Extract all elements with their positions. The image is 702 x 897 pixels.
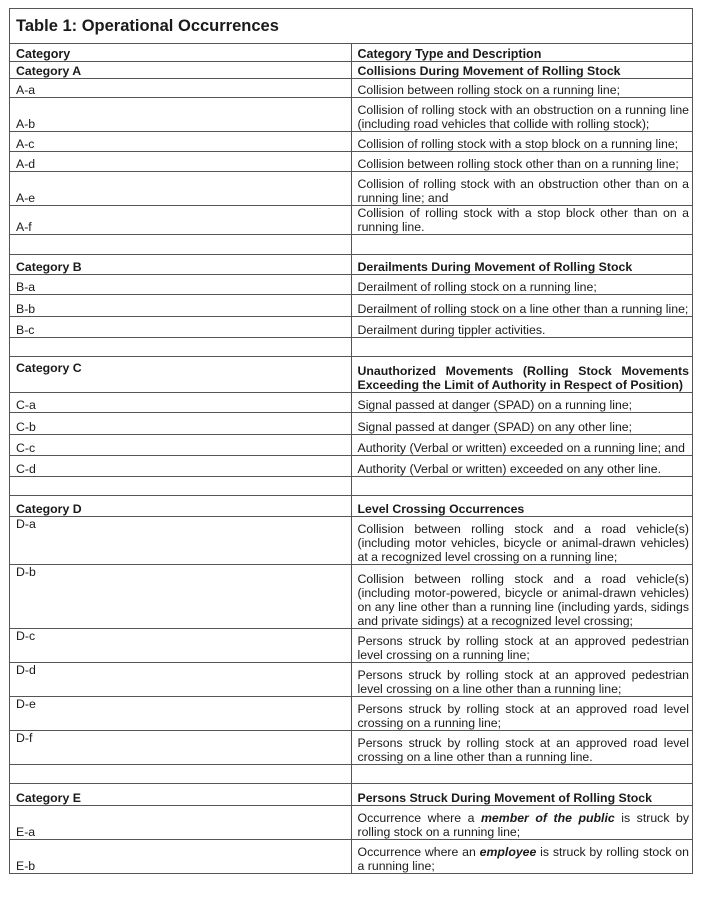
row-code: A-e (10, 172, 352, 206)
category-row (10, 784, 693, 806)
spacer-cell (351, 765, 693, 784)
row-code: E-a (10, 806, 352, 840)
table-row (10, 565, 693, 629)
category-label: Category D (10, 496, 352, 517)
spacer-cell (10, 235, 352, 255)
category-label: Category B (10, 255, 352, 275)
row-description (351, 806, 693, 840)
row-code: C-b (10, 413, 352, 435)
row-description: Derailment of rolling stock on a line other than a running line; (351, 295, 693, 317)
category-label: Category A (10, 62, 352, 79)
table-title-row (10, 9, 693, 44)
table-row (10, 435, 693, 456)
row-description: Collision between rolling stock on a running line; (351, 79, 693, 98)
column-header-category: Category (10, 44, 352, 62)
row-code: D-d (10, 663, 352, 697)
table-title: Table 1: Operational Occurrences (10, 9, 693, 44)
row-code: C-d (10, 456, 352, 477)
spacer-row (10, 765, 693, 784)
table-row (10, 98, 693, 132)
description-text: is struck by rolling stock on a running line; (357, 845, 689, 873)
category-heading: Unauthorized Movements (Rolling Stock Movements Exceeding the Limit of Authority in Respect of Position) (351, 357, 693, 393)
spacer-cell (351, 338, 693, 357)
description-text: is struck by rolling stock on a running line; (357, 811, 689, 839)
row-code: B-b (10, 295, 352, 317)
table-row (10, 79, 693, 98)
row-description: Signal passed at danger (SPAD) on any other line; (351, 413, 693, 435)
category-row (10, 255, 693, 275)
emphasis-text: member of the public (481, 811, 615, 825)
document-page (9, 8, 693, 874)
table-header-row (10, 44, 693, 62)
category-row (10, 357, 693, 393)
spacer-row (10, 235, 693, 255)
category-row (10, 62, 693, 79)
row-code: A-c (10, 132, 352, 152)
table-row (10, 663, 693, 697)
row-code: A-f (10, 206, 352, 235)
spacer-cell (10, 338, 352, 357)
row-description: Derailment of rolling stock on a running line; (351, 275, 693, 295)
table-row (10, 456, 693, 477)
row-description: Authority (Verbal or written) exceeded on any other line. (351, 456, 693, 477)
table-row (10, 629, 693, 663)
row-description: Collision between rolling stock other than on a running line; (351, 152, 693, 172)
row-description: Persons struck by rolling stock at an approved road level crossing on a running line; (351, 697, 693, 731)
table-row (10, 152, 693, 172)
row-code: C-c (10, 435, 352, 456)
row-description: Authority (Verbal or written) exceeded on a running line; and (351, 435, 693, 456)
spacer-cell (351, 477, 693, 496)
description-text: Occurrence where a (357, 811, 481, 825)
category-heading: Collisions During Movement of Rolling Stock (351, 62, 693, 79)
table-row (10, 317, 693, 338)
spacer-cell (10, 765, 352, 784)
table-row (10, 172, 693, 206)
row-code: D-b (10, 565, 352, 629)
spacer-cell (351, 235, 693, 255)
table-row (10, 132, 693, 152)
table-row (10, 697, 693, 731)
row-code: E-b (10, 840, 352, 874)
table-row (10, 806, 693, 840)
row-description: Collision of rolling stock with an obstruction on a running line (including road vehicles that collide with rolling stock); (351, 98, 693, 132)
row-code: D-f (10, 731, 352, 765)
table-row (10, 275, 693, 295)
emphasis-text: employee (479, 845, 537, 859)
row-code: B-c (10, 317, 352, 338)
spacer-row (10, 477, 693, 496)
spacer-row (10, 338, 693, 357)
row-code: D-c (10, 629, 352, 663)
description-text: Occurrence where an (357, 845, 480, 859)
table-row (10, 840, 693, 874)
row-description: Collision between rolling stock and a road vehicle(s) (including motor vehicles, bicycle or animal-drawn vehicles) at a recognized level crossing on a running line; (351, 517, 693, 565)
table-row (10, 731, 693, 765)
row-description: Collision of rolling stock with a stop block other than on a running line. (351, 206, 693, 235)
row-description (351, 840, 693, 874)
table-row (10, 206, 693, 235)
row-description: Persons struck by rolling stock at an approved pedestrian level crossing on a running line; (351, 629, 693, 663)
column-header-description: Category Type and Description (351, 44, 693, 62)
row-code: A-d (10, 152, 352, 172)
row-description: Persons struck by rolling stock at an approved road level crossing on a line other than a running line. (351, 731, 693, 765)
row-code: A-b (10, 98, 352, 132)
table-row (10, 517, 693, 565)
category-row (10, 496, 693, 517)
table-row (10, 393, 693, 413)
row-description: Collision between rolling stock and a road vehicle(s) (including motor-powered, bicycle or animal-drawn vehicles) on any line other than a running line (including yards, sidings and private sidings) at a recognized level crossing; (351, 565, 693, 629)
spacer-cell (10, 477, 352, 496)
category-heading: Persons Struck During Movement of Rolling Stock (351, 784, 693, 806)
operational-occurrences-table (9, 8, 693, 874)
row-code: A-a (10, 79, 352, 98)
row-code: B-a (10, 275, 352, 295)
category-label: Category E (10, 784, 352, 806)
category-label: Category C (10, 357, 352, 393)
row-description: Signal passed at danger (SPAD) on a running line; (351, 393, 693, 413)
table-row (10, 295, 693, 317)
row-code: D-a (10, 517, 352, 565)
row-code: D-e (10, 697, 352, 731)
row-description: Derailment during tippler activities. (351, 317, 693, 338)
category-heading: Derailments During Movement of Rolling Stock (351, 255, 693, 275)
row-code: C-a (10, 393, 352, 413)
row-description: Persons struck by rolling stock at an approved pedestrian level crossing on a line other than a running line; (351, 663, 693, 697)
table-row (10, 413, 693, 435)
row-description: Collision of rolling stock with an obstruction other than on a running line; and (351, 172, 693, 206)
category-heading: Level Crossing Occurrences (351, 496, 693, 517)
row-description: Collision of rolling stock with a stop block on a running line; (351, 132, 693, 152)
